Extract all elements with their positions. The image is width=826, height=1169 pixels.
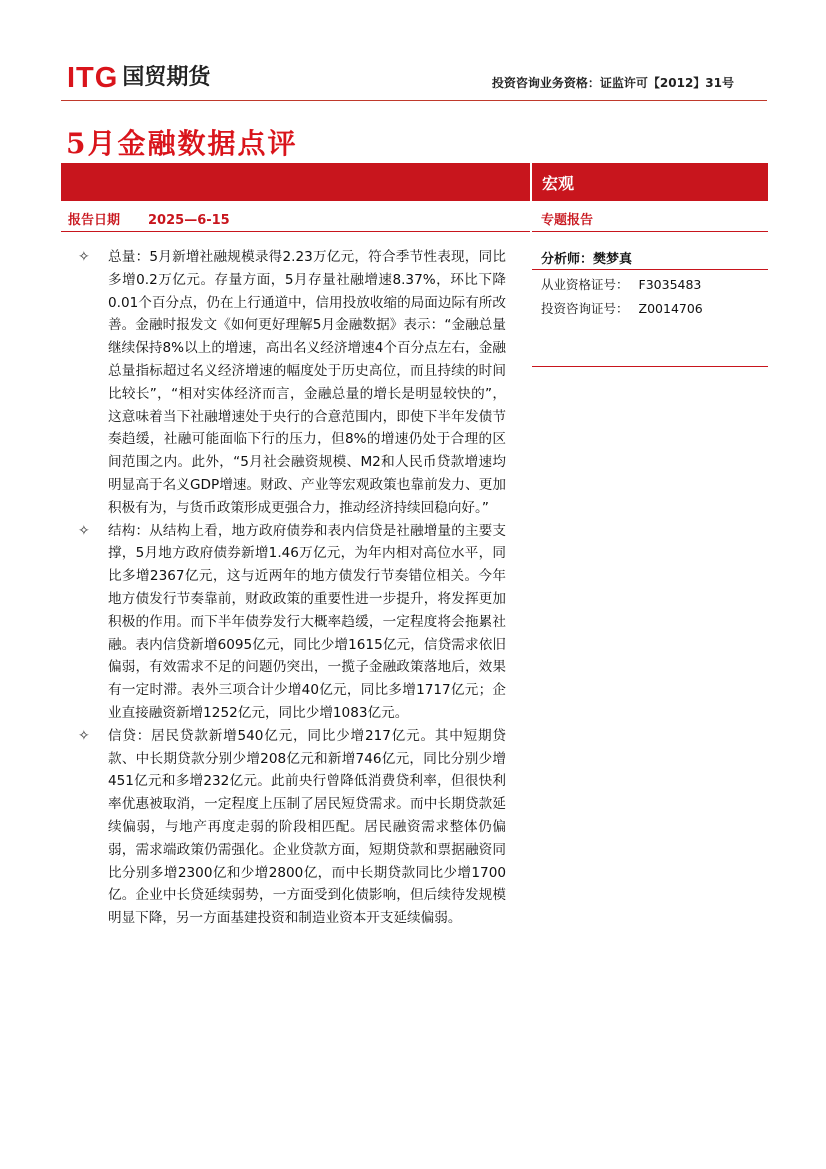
qualification-cert-number: F3035483 xyxy=(638,277,702,292)
sidebar-divider-2 xyxy=(532,269,768,270)
bullet-icon: ✧ xyxy=(78,727,90,744)
paragraph-total xyxy=(78,246,506,520)
paragraph-text: 总量：5月新增社融规模录得2.23万亿元，符合季节性表现，同比多增0.2万亿元。存量方面，5月存量社融增速8.37%，环比下降0.01个百分点，仍在上行通道中，信用投放收缩的局面边际有所改善。金融时报发文《如何更好理解5月金融数据》表示：“金融总量继续保持8%以上的增速，高出名义经济增速4个百分点左右，金融总量指标超过名义经济增速的幅度处于历史高位，而且持续的时间比较长”，“相对实体经济而言，金融总量的增长是明显较快的”，这意味着当下社融增速处于央行的合意范围内，即使下半年发债节奏趋缓，社融可能面临下行的压力，但8%的增速仍处于合理的区间范围之内。此外，“5月社会融资规模、M2和人民币贷款增速均明显高于名义GDP增速。财政、产业等宏观政策也靠前发力、更加积极有为，与货币政策形成更强合力，推动经济持续回稳向好。” xyxy=(108,249,506,516)
paragraph-text: 信贷：居民贷款新增540亿元，同比少增217亿元。其中短期贷款、中长期贷款分别少增208亿元和新增746亿元，同比分别少增451亿元和多增232亿元。此前央行曾降低消费贷利率，但很快利率优惠被取消，一定程度上压制了居民短贷需求。而中长期贷款延续偏弱，与地产再度走弱的阶段相匹配。居民融资需求整体仍偏弱，需求端政策仍需强化。企业贷款方面，短期贷款和票据融资同比分别多增2300亿和少增2800亿，而中长期贷款同比少增1700亿。企业中长贷延续弱势，一方面受到化债影响，但后续待发规模明显下降，另一方面基建投资和制造业资本开支延续偏弱。 xyxy=(108,727,507,927)
category-label: 宏观 xyxy=(542,174,575,193)
bullet-icon: ✧ xyxy=(78,522,90,539)
company-logo xyxy=(67,63,210,93)
paragraph-text: 结构：从结构上看，地方政府债券和表内信贷是社融增量的主要支撑，5月地方政府债券新增1.46万亿元，为年内相对高位水平，同比多增2367亿元，这与近两年的地方债发行节奏错位相关。今年地方债发行节奏靠前，财政政策的重要性进一步提升，将发挥更加积极的作用。而下半年债券发行大概率趋缓，一定程度将会拖累社融。表内信贷新增6095亿元，同比少增1615亿元，信贷需求依旧偏弱，有效需求不足的问题仍突出，一揽子金融政策落地后，效果有一定时滞。表外三项合计少增40亿元，同比多增1717亿元；企业直接融资新增1252亿元，同比少增1083亿元。 xyxy=(108,522,507,721)
qualification-cert xyxy=(541,275,701,293)
consulting-cert-number: Z0014706 xyxy=(638,301,703,316)
consulting-cert xyxy=(541,299,703,317)
report-date-row xyxy=(68,209,230,228)
title-banner xyxy=(61,163,530,201)
category-banner xyxy=(532,163,768,201)
page-title: 5月金融数据点评 xyxy=(66,127,298,160)
paragraph-structure xyxy=(78,520,506,725)
paragraph-credit xyxy=(78,725,506,930)
analyst-name: 分析师：樊梦真 xyxy=(541,252,633,267)
qualification-text: 投资咨询业务资格：证监许可【2012】31号 xyxy=(491,76,734,90)
sidebar-divider-1 xyxy=(532,231,768,232)
report-date-value: 2025—6-15 xyxy=(148,213,230,228)
bullet-icon: ✧ xyxy=(78,249,90,265)
consulting-cert-label: 投资咨询证号： xyxy=(541,301,629,316)
sidebar-divider-3 xyxy=(532,366,768,367)
logo-brand: ITG xyxy=(67,62,119,94)
report-date-label: 报告日期 xyxy=(68,213,121,228)
qualification-cert-label: 从业资格证号： xyxy=(541,277,629,292)
report-type: 专题报告 xyxy=(541,213,594,228)
logo-chinese-name: 国贸期货 xyxy=(122,65,211,90)
date-divider xyxy=(61,231,530,232)
header-divider xyxy=(61,100,767,101)
report-body xyxy=(78,246,506,930)
